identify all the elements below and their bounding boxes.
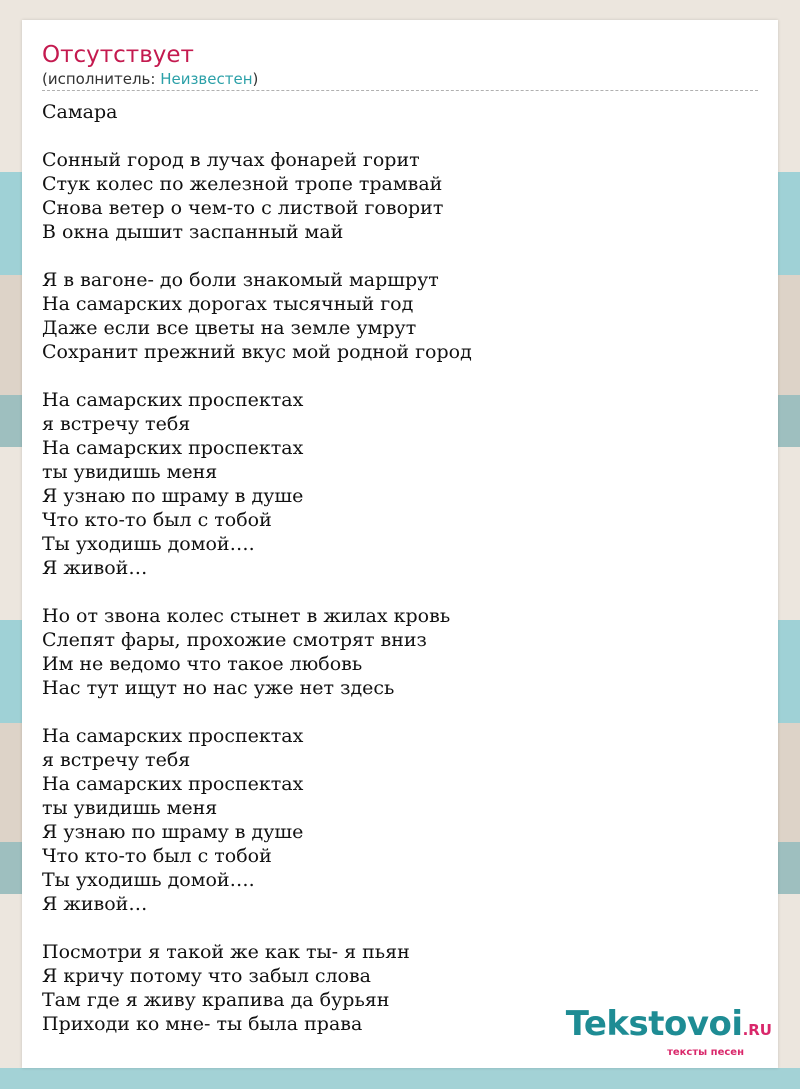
logo-tagline: тексты песен [667,1047,744,1058]
lyric-line: Я в вагоне- до боли знакомый маршрут [42,269,439,291]
artist-link[interactable]: Неизвестен [160,70,253,88]
lyric-line: Снова ветер о чем-то с листвой говорит [42,197,444,219]
lyric-line: я встречу тебя [42,749,191,771]
song-title: Отсутствует [42,42,194,68]
logo-wordmark [566,1006,772,1048]
lyric-line [42,364,472,388]
lyric-line: На самарских проспектах [42,437,304,459]
lyric-line [42,124,472,148]
lyric-line: Что кто-то был с тобой [42,509,272,531]
lyric-line: Стук колес по железной тропе трамвай [42,173,443,195]
lyric-line: ты увидишь меня [42,797,218,819]
lyric-line: На самарских дорогах тысячный год [42,293,414,315]
lyric-line: ты увидишь меня [42,461,218,483]
artist-suffix: ) [252,70,259,88]
lyric-line: я встречу тебя [42,413,191,435]
lyric-line: Посмотри я такой же как ты- я пьян [42,941,410,963]
lyric-line: Но от звона колес стынет в жилах кровь [42,605,451,627]
lyric-line: Я кричу потому что забыл слова [42,965,372,987]
lyric-line [42,580,472,604]
logo-name: Tekstovoi [565,1004,743,1044]
lyric-line: На самарских проспектах [42,725,304,747]
lyric-line: Там где я живу крапива да бурьян [42,989,390,1011]
lyric-line: В окна дышит заспанный май [42,221,344,243]
lyric-line: Я узнаю по шраму в душе [42,485,304,507]
lyric-line: Я живой… [42,893,148,915]
logo-tld: .RU [742,1021,772,1039]
lyric-line: Я узнаю по шраму в душе [42,821,304,843]
lyric-line: Им не ведомо что такое любовь [42,653,363,675]
song-header [42,40,758,91]
lyric-line [42,700,472,724]
site-logo[interactable] [566,1006,772,1058]
lyric-line: Нас тут ищут но нас уже нет здесь [42,677,395,699]
lyric-line: Я живой… [42,557,148,579]
lyric-line: Приходи ко мне- ты была права [42,1013,363,1035]
lyric-line: Сонный город в лучах фонарей горит [42,149,420,171]
artist-prefix: (исполнитель: [42,70,161,88]
lyric-line: Сохранит прежний вкус мой родной город [42,341,472,363]
lyric-line: На самарских проспектах [42,389,304,411]
lyric-line: Ты уходишь домой…. [42,533,255,555]
lyrics-card [22,20,778,1068]
lyric-line: Что кто-то был с тобой [42,845,272,867]
lyric-line: Ты уходишь домой…. [42,869,255,891]
lyric-line [42,244,472,268]
lyric-line: На самарских проспектах [42,773,304,795]
lyric-line: Самара [42,101,118,123]
lyrics-text [42,100,472,1036]
artist-line [42,70,758,89]
lyric-line: Слепят фары, прохожие смотрят вниз [42,629,427,651]
lyric-line [42,916,472,940]
lyric-line: Даже если все цветы на земле умрут [42,317,417,339]
